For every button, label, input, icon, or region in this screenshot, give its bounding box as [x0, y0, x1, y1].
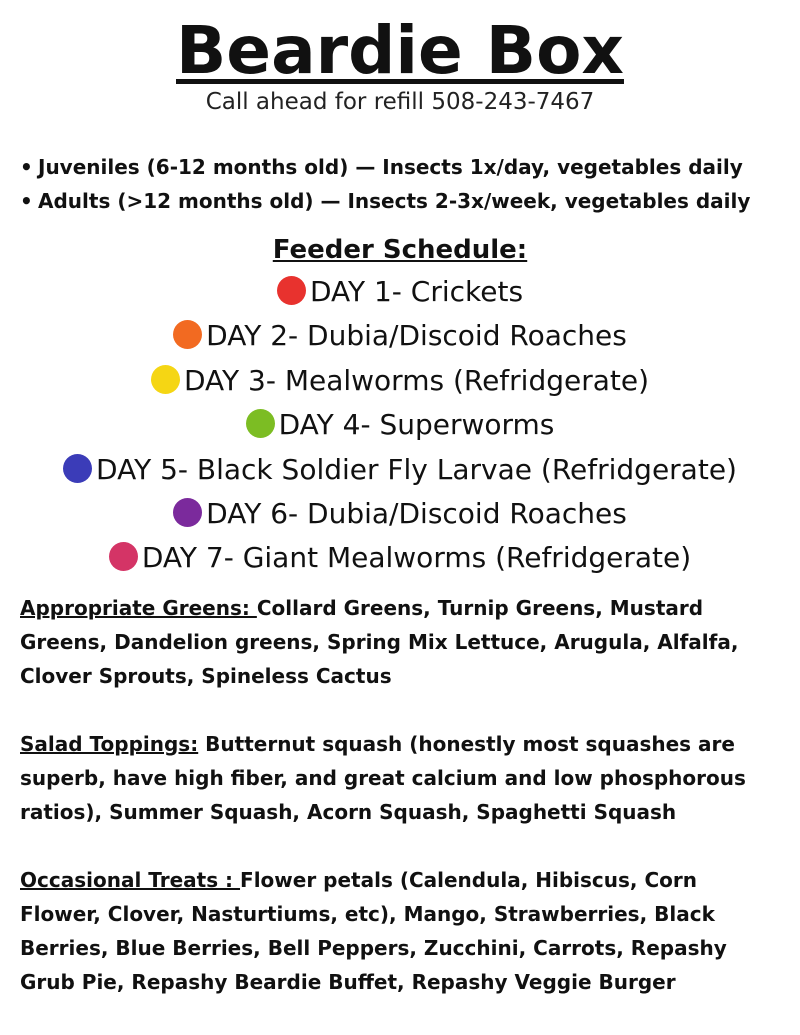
yellow-circle-icon	[151, 365, 180, 394]
list-item	[20, 184, 800, 218]
schedule-day-3	[0, 359, 800, 403]
green-circle-icon	[246, 409, 275, 438]
day-text: DAY 4- Superworms	[278, 408, 555, 442]
list-item	[20, 150, 800, 184]
bullet-icon: •	[20, 155, 33, 179]
treats-section	[0, 863, 800, 999]
purple-circle-icon	[173, 498, 202, 527]
schedule-title: Feeder Schedule:	[272, 235, 528, 265]
day-text: DAY 6- Dubia/Discoid Roaches	[206, 497, 627, 531]
schedule-day-1	[0, 270, 800, 314]
day-text: DAY 3- Mealworms (Refridgerate)	[183, 363, 650, 397]
blue-circle-icon	[63, 454, 92, 483]
schedule-day-2	[0, 314, 800, 358]
adult-frequency: Adults (>12 months old) — Insects 2-3x/week, vegetables daily	[38, 189, 751, 213]
orange-circle-icon	[173, 320, 202, 349]
greens-label: Appropriate Greens:	[20, 595, 257, 620]
juvenile-frequency: Juveniles (6-12 months old) — Insects 1x/day, vegetables daily	[38, 155, 743, 179]
schedule-day-5	[0, 448, 800, 492]
day-text: DAY 5- Black Soldier Fly Larvae (Refridgerate)	[96, 452, 737, 486]
bullet-icon: •	[20, 189, 33, 213]
day-text: DAY 7- Giant Mealworms (Refridgerate)	[141, 541, 692, 575]
toppings-section	[0, 727, 800, 829]
schedule-day-7	[0, 536, 800, 580]
treats-text: Flower petals (Calendula, Hibiscus, Corn Flower, Clover, Nasturtiums, etc), Mango, Strawberries, Black Berries, Blue Berries, Bell Peppers, Zucchini, Carrots, Repashy Grub Pie, Repashy Beardie Buffet, Repashy Veggie Burger	[20, 867, 727, 994]
greens-text: Collard Greens, Turnip Greens, Mustard Greens, Dandelion greens, Spring Mix Lettuce, Arugula, Alfalfa, Clover Sprouts, Spineless Cactus	[20, 595, 739, 688]
page-title: Beardie Box	[176, 12, 624, 89]
treats-label: Occasional Treats :	[20, 867, 241, 892]
refill-phone-note: Call ahead for refill 508-243-7467	[205, 89, 595, 115]
red-circle-icon	[277, 276, 306, 305]
day-text: DAY 2- Dubia/Discoid Roaches	[206, 319, 627, 353]
day-text: DAY 1- Crickets	[309, 275, 524, 308]
toppings-label: Salad Toppings:	[20, 731, 199, 756]
pink-circle-icon	[109, 542, 138, 571]
schedule-day-4	[0, 403, 800, 447]
greens-section	[0, 591, 800, 693]
toppings-text: Butternut squash (honestly most squashes are superb, have high fiber, and great calcium and low phosphorous ratios), Summer Squash, Acorn Squash, Spaghetti Squash	[20, 731, 746, 824]
schedule-day-6	[0, 492, 800, 536]
feeding-frequency-list	[0, 150, 800, 218]
feeder-schedule-list	[0, 270, 800, 581]
